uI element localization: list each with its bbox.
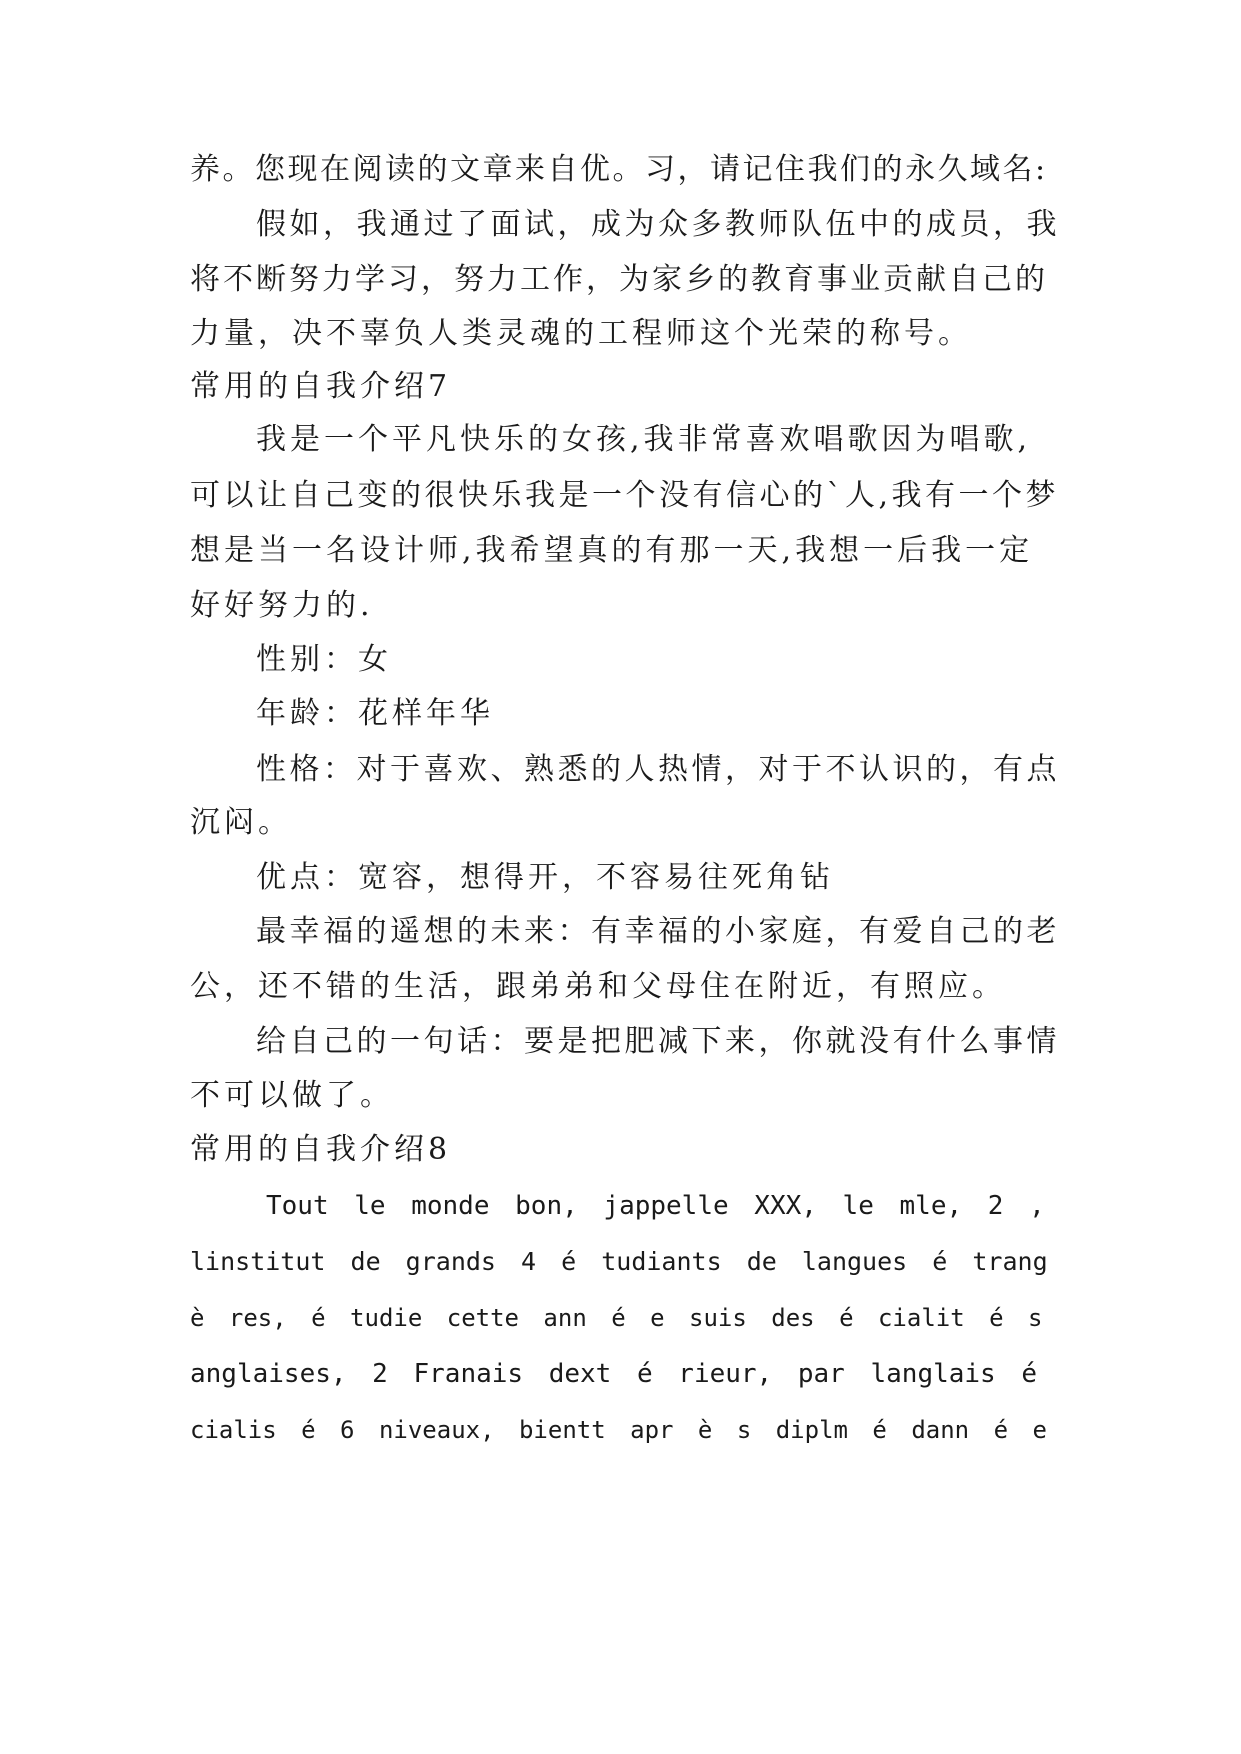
paragraph-line: 最幸福的遥想的未来：有幸福的小家庭，有爱自己的老 xyxy=(256,914,1060,949)
paragraph-line: 力量，决不辜负人类灵魂的工程师这个光荣的称号。 xyxy=(190,316,972,351)
paragraph-line: 我是一个平凡快乐的女孩,我非常喜欢唱歌因为唱歌, xyxy=(256,422,1032,457)
paragraph-line: 年龄：花样年华 xyxy=(256,696,494,731)
paragraph-line: 优点：宽容，想得开，不容易往死角钻 xyxy=(256,860,834,895)
paragraph-line: 沉闷。 xyxy=(190,805,292,840)
paragraph-line: 性格：对于喜欢、熟悉的人热情，对于不认识的，有点 xyxy=(256,752,1060,787)
paragraph-line: 想是当一名设计师,我希望真的有那一天,我想一后我一定 xyxy=(190,533,1034,568)
paragraph-line: 性别：女 xyxy=(256,642,392,677)
section-heading: 常用的自我介绍7 xyxy=(190,369,452,404)
section-heading: 常用的自我介绍8 xyxy=(190,1132,452,1167)
paragraph-line: 可以让自己变的很快乐我是一个没有信心的`人,我有一个梦 xyxy=(190,478,1060,513)
paragraph-line: linstitut de grands 4 é tudiants de langues é trang xyxy=(190,1247,1048,1276)
paragraph-line: cialis é 6 niveaux, bientt apr è s diplm é dann é e xyxy=(190,1416,1047,1444)
paragraph-line: 假如，我通过了面试，成为众多教师队伍中的成员，我 xyxy=(256,207,1060,242)
paragraph-line: 给自己的一句话：要是把肥减下来，你就没有什么事情 xyxy=(256,1024,1060,1059)
paragraph-line: 养。您现在阅读的文章来自优。习，请记住我们的永久域名: xyxy=(190,152,1048,187)
paragraph-line: anglaises, 2 Franais dext é rieur, par langlais é xyxy=(190,1359,1038,1389)
paragraph-line: 不可以做了。 xyxy=(190,1078,394,1113)
paragraph-line: 将不断努力学习，努力工作，为家乡的教育事业贡献自己的 xyxy=(190,262,1048,297)
paragraph-line: 好好努力的. xyxy=(190,588,374,623)
paragraph-line: 公，还不错的生活，跟弟弟和父母住在附近，有照应。 xyxy=(190,969,1006,1004)
paragraph-line: è res, é tudie cette ann é e suis des é cialit é s xyxy=(190,1304,1043,1332)
paragraph-line: Tout le monde bon, jappelle XXX, le mle, 2 , xyxy=(266,1191,1045,1221)
